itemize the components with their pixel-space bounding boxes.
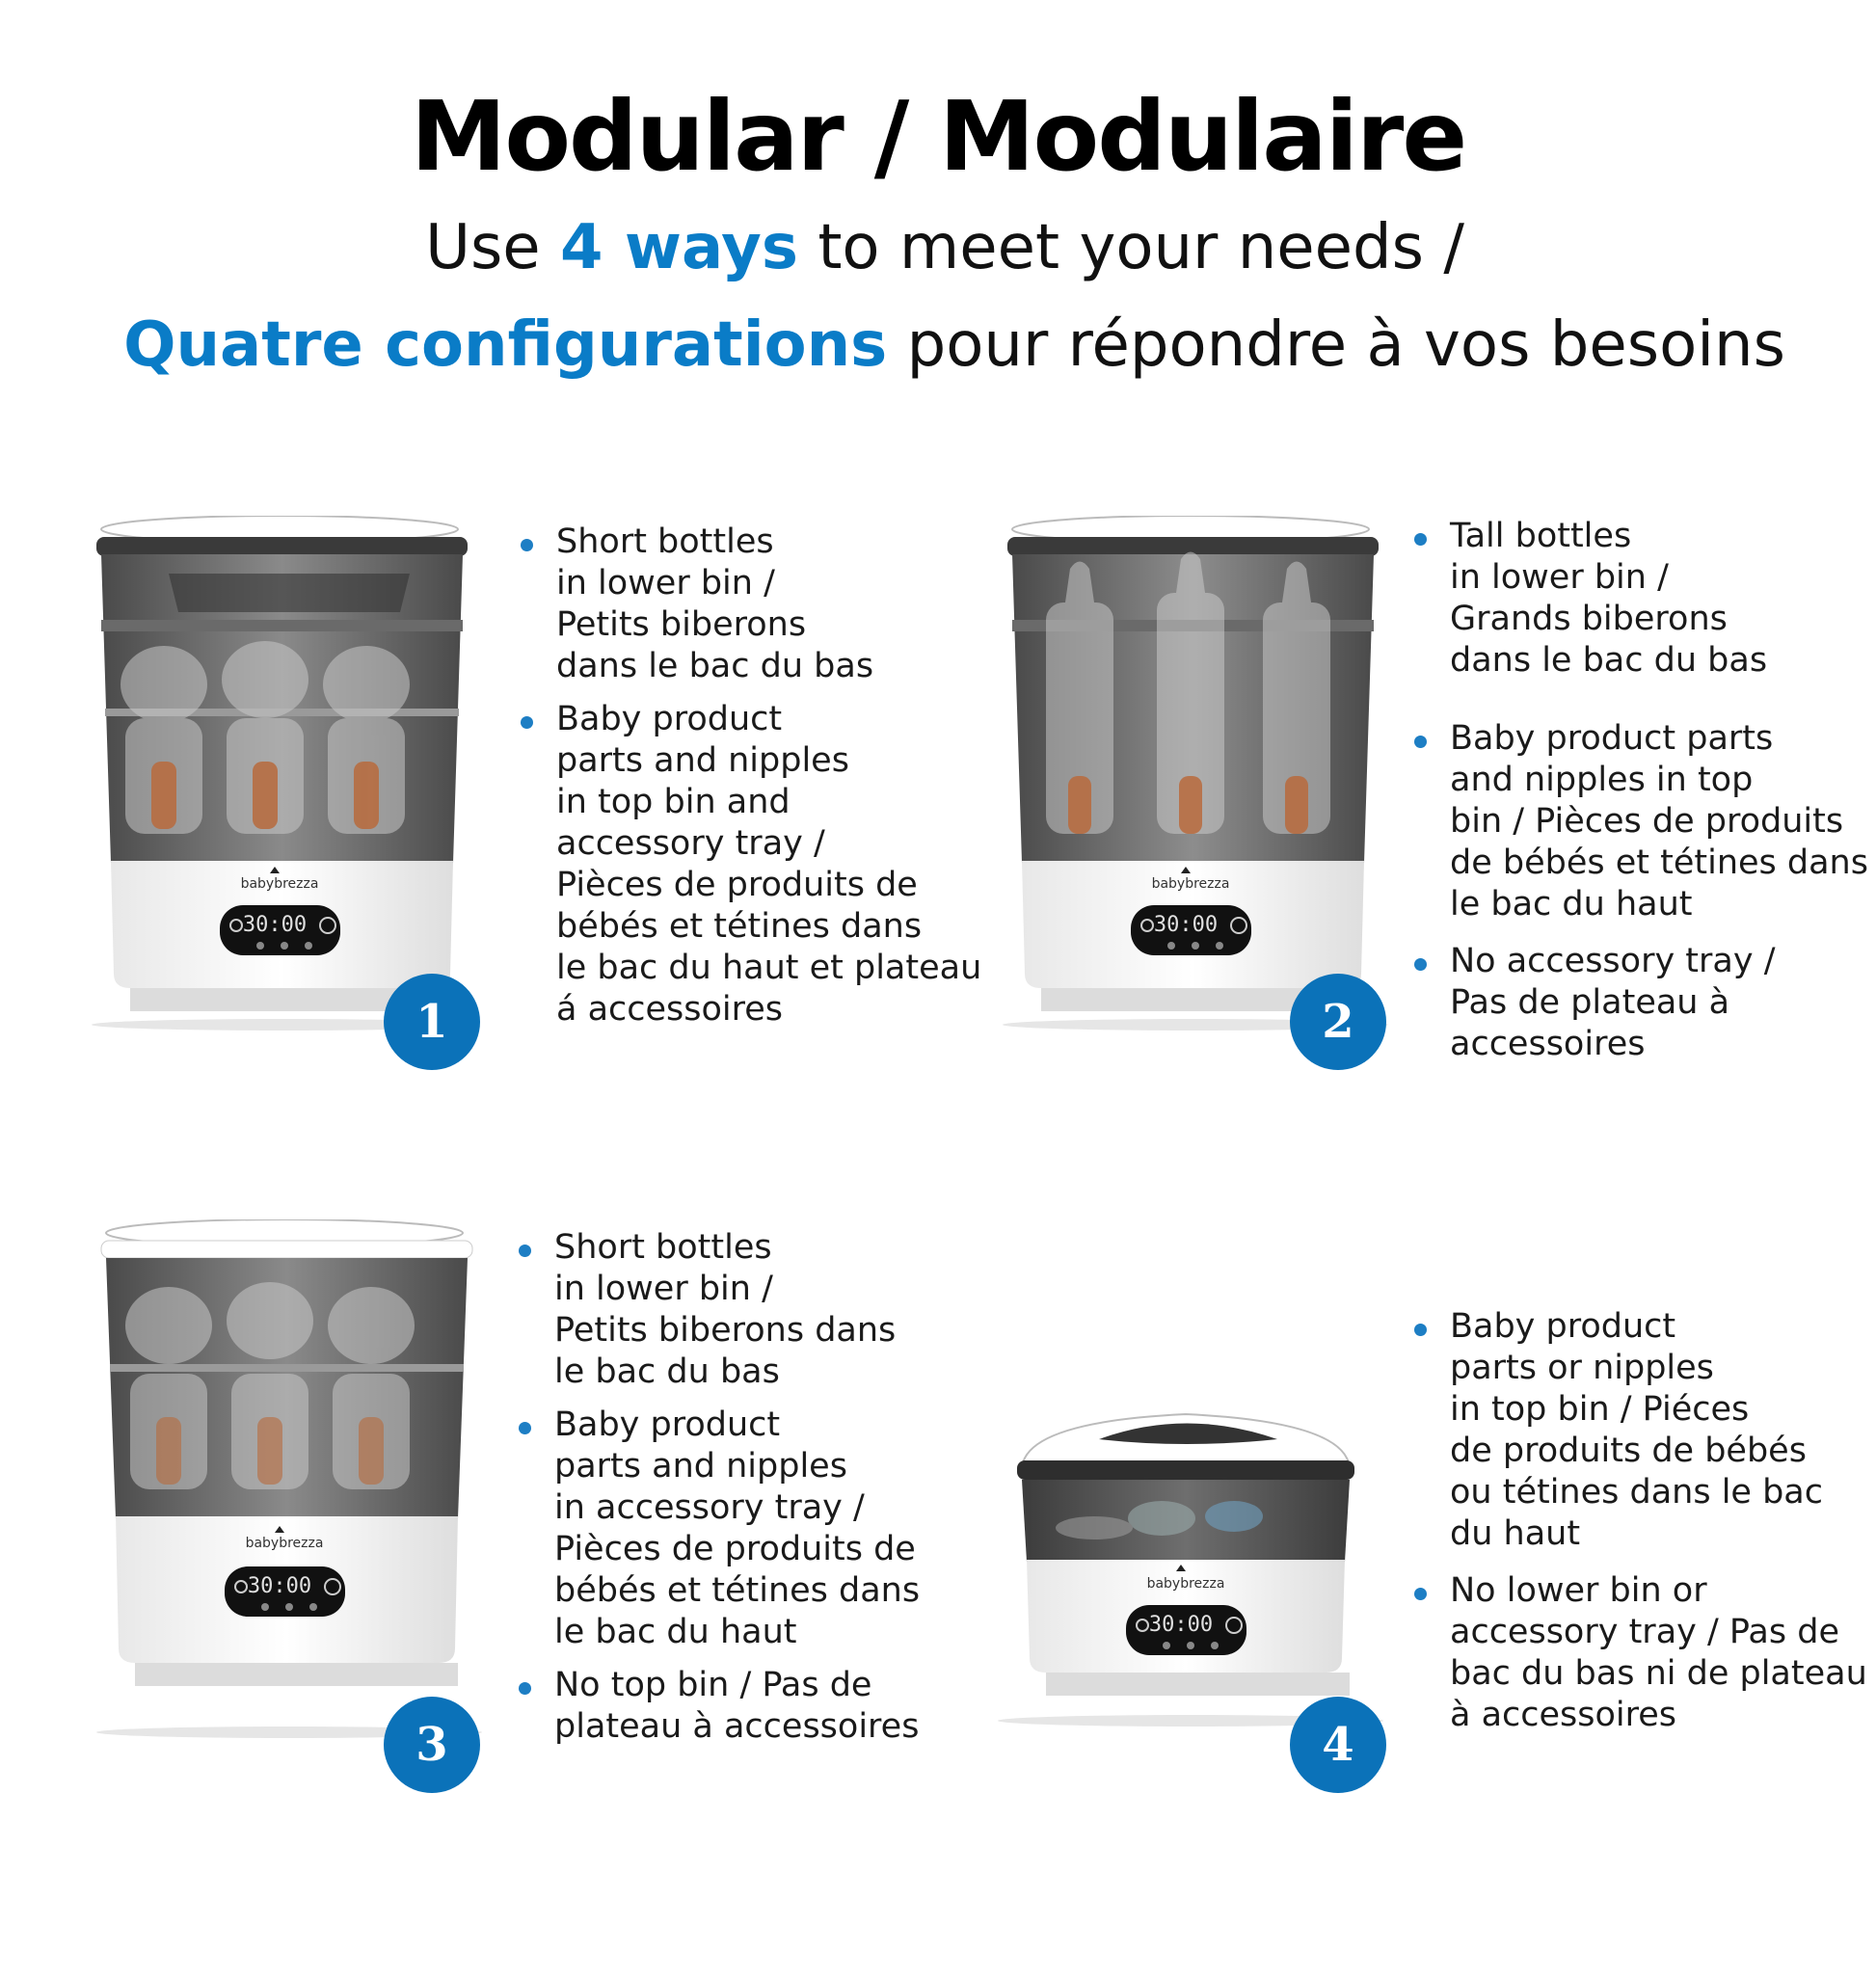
subtitle-french-suffix: pour répondre à vos besoins — [887, 309, 1785, 381]
bullet-line: parts and nipples — [556, 741, 849, 780]
config-1-bullets — [516, 522, 981, 1031]
bullet-line: No lower bin or — [1450, 1571, 1707, 1610]
bullet-line: bac du bas ni de plateau — [1450, 1654, 1867, 1693]
bullet-line: Petits biberons — [556, 605, 807, 644]
bullet-line: le bac du haut — [554, 1613, 797, 1651]
subtitle-prefix: Use — [425, 212, 561, 283]
bullet-line: dans le bac du bas — [556, 647, 874, 685]
subtitle-english — [0, 212, 1876, 283]
bullet-line: Petits biberons dans — [554, 1311, 897, 1350]
bullet-line: in accessory tray / — [554, 1488, 865, 1527]
bullet-line: in top bin / Piéces — [1450, 1390, 1750, 1429]
display-time: 30:00 — [1148, 1613, 1214, 1637]
bullet-item — [1409, 718, 1868, 925]
bullet-line: in lower bin / — [556, 564, 775, 602]
bullet-line: le bac du bas — [554, 1352, 780, 1391]
config-number-badge: 2 — [1290, 974, 1386, 1070]
bullet-line: du haut — [1450, 1514, 1581, 1553]
bullet-line: No accessory tray / — [1450, 942, 1776, 980]
bullet-item — [1409, 941, 1868, 1065]
bullet-item — [514, 1405, 920, 1653]
bullet-line: No top bin / Pas de — [554, 1666, 872, 1704]
bullet-line: Pièces de produits de — [556, 866, 918, 904]
bullet-line: de bébés et tétines dans — [1450, 843, 1868, 882]
bullet-line: accessoires — [1450, 1025, 1646, 1063]
subtitle-suffix: to meet your needs / — [797, 212, 1464, 283]
subtitle-accent: 4 ways — [560, 212, 798, 283]
bullet-line: le bac du haut — [1450, 885, 1693, 924]
bullet-line: in lower bin / — [1450, 558, 1669, 597]
config-4-bullets — [1409, 1306, 1867, 1736]
bullet-item — [514, 1227, 920, 1393]
display-time: 30:00 — [247, 1574, 312, 1598]
bullet-line: Short bottles — [554, 1228, 772, 1267]
bullet-line: á accessoires — [556, 990, 784, 1029]
bullet-line: accessory tray / Pas de — [1450, 1613, 1839, 1651]
bullet-line: Pièces de produits de — [554, 1530, 916, 1568]
bullet-line: Pas de plateau à — [1450, 983, 1730, 1022]
bullet-line: Baby product parts — [1450, 719, 1774, 758]
page-title: Modular / Modulaire — [410, 80, 1466, 193]
bullet-line: Baby product — [556, 700, 783, 738]
bullet-line: ou tétines dans le bac — [1450, 1473, 1823, 1512]
bullet-line: à accessoires — [1450, 1696, 1677, 1734]
bullet-line: parts and nipples — [554, 1447, 847, 1486]
brand-label: babybrezza — [240, 876, 319, 892]
bullet-line: de produits de bébés — [1450, 1432, 1807, 1470]
config-3-bullets — [514, 1227, 920, 1748]
brand-label: babybrezza — [245, 1536, 324, 1551]
config-number-badge: 4 — [1290, 1697, 1386, 1793]
bullet-line: accessory tray / — [556, 824, 825, 863]
bullet-line: bébés et tétines dans — [556, 907, 923, 946]
config-number-badge: 3 — [384, 1697, 480, 1793]
bullet-line: parts or nipples — [1450, 1349, 1714, 1387]
bullet-line: bébés et tétines dans — [554, 1571, 921, 1610]
bullet-line: and nipples in top — [1450, 761, 1754, 799]
bullet-line: in top bin and — [556, 783, 791, 821]
bullet-line: bin / Pièces de produits — [1450, 802, 1844, 841]
subtitle-french — [0, 309, 1876, 381]
bullet-item — [516, 522, 981, 687]
bullet-line: plateau à accessoires — [554, 1707, 920, 1746]
bullet-item — [1409, 516, 1868, 682]
bullet-line: in lower bin / — [554, 1270, 773, 1308]
bullet-line: dans le bac du bas — [1450, 641, 1768, 680]
subtitle-french-accent: Quatre configurations — [123, 309, 888, 381]
bullet-line: Short bottles — [556, 522, 774, 561]
bullet-item — [516, 699, 981, 1031]
display-time: 30:00 — [1153, 913, 1219, 937]
config-number-badge: 1 — [384, 974, 480, 1070]
bullet-line: le bac du haut et plateau — [556, 949, 982, 987]
bullet-line: Tall bottles — [1450, 517, 1632, 555]
bullet-line: Baby product — [554, 1405, 781, 1444]
bullet-item — [514, 1665, 920, 1748]
brand-label: babybrezza — [1151, 876, 1230, 892]
sterilizer-no-top-bin-illustration — [96, 1219, 501, 1759]
bullet-item — [1409, 1570, 1867, 1736]
config-2-bullets — [1409, 516, 1868, 1065]
brand-label: babybrezza — [1146, 1576, 1225, 1592]
display-time: 30:00 — [242, 913, 308, 937]
bullet-line: Grands biberons — [1450, 600, 1728, 638]
bullet-item — [1409, 1306, 1867, 1555]
bullet-line: Baby product — [1450, 1307, 1676, 1346]
